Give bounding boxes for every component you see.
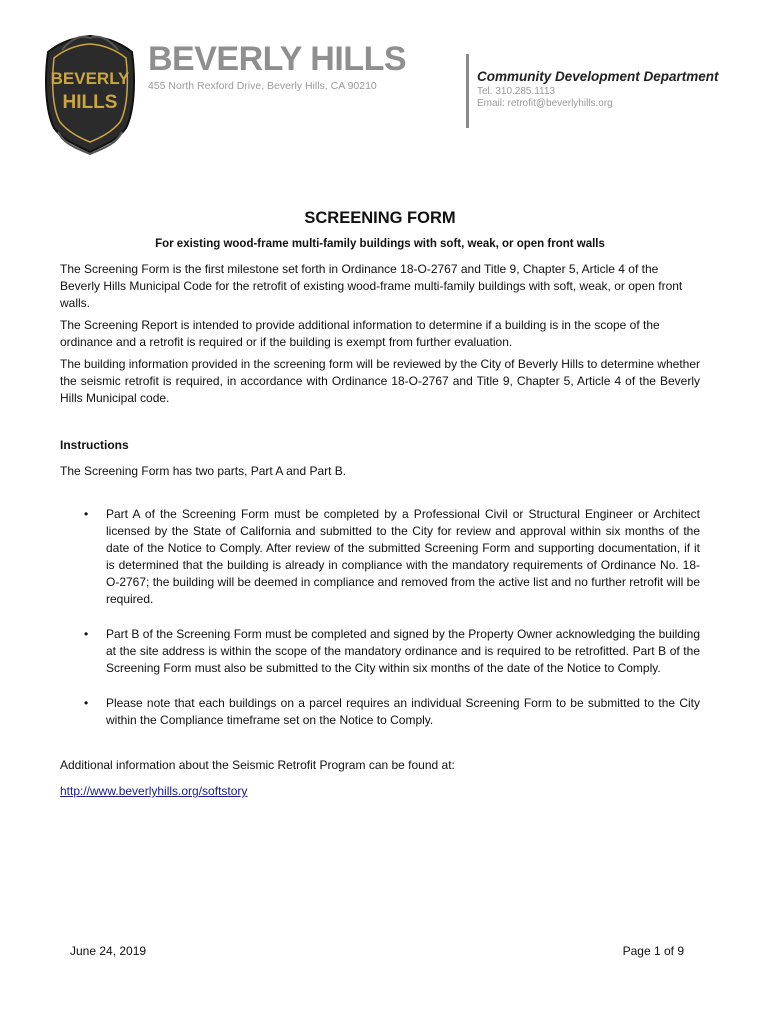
list-item-text: Part B of the Screening Form must be completed and signed by the Property Owner acknowledging the building at the site address is within the scope of the mandatory ordinance and is required to be retrofitted. Part B of the Screening Form must also be submitted to the City within six months of the date of the Notice to Comply.	[106, 627, 700, 675]
beverly-hills-logo	[40, 32, 140, 156]
department-email: Email: retrofit@beverlyhills.org	[477, 98, 613, 109]
list-item	[60, 695, 700, 729]
page-subtitle: For existing wood-frame multi-family buildings with soft, weak, or open front walls	[155, 238, 605, 250]
intro-paragraph: The Screening Form is the first milestone set forth in Ordinance 18-O-2767 and Title 9, Chapter 5, Article 4 of the Beverly Hills Municipal Code for the retrofit of existing wood-frame multi-family buildings with soft, weak, or open front walls.	[60, 262, 683, 310]
instructions-heading: Instructions	[60, 438, 129, 452]
list-item	[60, 626, 700, 677]
org-name: BEVERLY HILLS	[148, 40, 407, 78]
intro-paragraph: The building information provided in the screening form will be reviewed by the City of Beverly Hills to determine whether the seismic retrofit is required, in accordance with Ordinance 18-O-2767 and Title 9, Chapter 5, Article 4 of the Beverly Hills Municipal code.	[60, 357, 700, 405]
header-divider	[466, 54, 469, 128]
list-item	[60, 506, 700, 608]
additional-info: Additional information about the Seismic Retrofit Program can be found at:	[60, 758, 455, 772]
logo-text-line1: BEVERLY	[50, 69, 130, 88]
document-body	[60, 208, 700, 800]
department-name: Community Development Department	[477, 69, 719, 84]
list-item-text: Please note that each buildings on a parcel requires an individual Screening Form to be submitted to the City within the Compliance timeframe set on the Notice to Comply.	[106, 696, 700, 727]
instructions-list	[60, 506, 700, 729]
org-address: 455 North Rexford Drive, Beverly Hills, CA 90210	[148, 80, 377, 92]
bullet-icon: •	[84, 627, 89, 641]
list-item-text: Part A of the Screening Form must be completed by a Professional Civil or Structural Engineer or Architect licensed by the State of California and submitted to the City for review and approval within six months of the date of the Notice to Comply. After review of the submitted Screening Form and supporting documentation, if it is determined that the building is already in compliance with the mandatory requirements of Ordinance No. 18-O-2767; the building will be deemed in compliance and removed from the active list and no further retrofit will be required.	[106, 507, 700, 606]
intro-paragraph: The Screening Report is intended to provide additional information to determine if a building is in the scope of the ordinance and a retrofit is required or if the building is exempt from further evaluation.	[60, 318, 660, 349]
bullet-icon: •	[84, 507, 89, 521]
bullet-icon: •	[84, 696, 89, 710]
instructions-intro: The Screening Form has two parts, Part A and Part B.	[60, 464, 347, 478]
department-phone: Tel. 310.285.1113	[477, 86, 556, 97]
page-number: Page 1 of 9	[622, 944, 684, 958]
logo-text-line2: HILLS	[62, 92, 118, 113]
page-title: SCREENING FORM	[304, 209, 456, 227]
softstory-link[interactable]: http://www.beverlyhills.org/softstory	[60, 784, 248, 798]
footer-date: June 24, 2019	[70, 944, 147, 958]
